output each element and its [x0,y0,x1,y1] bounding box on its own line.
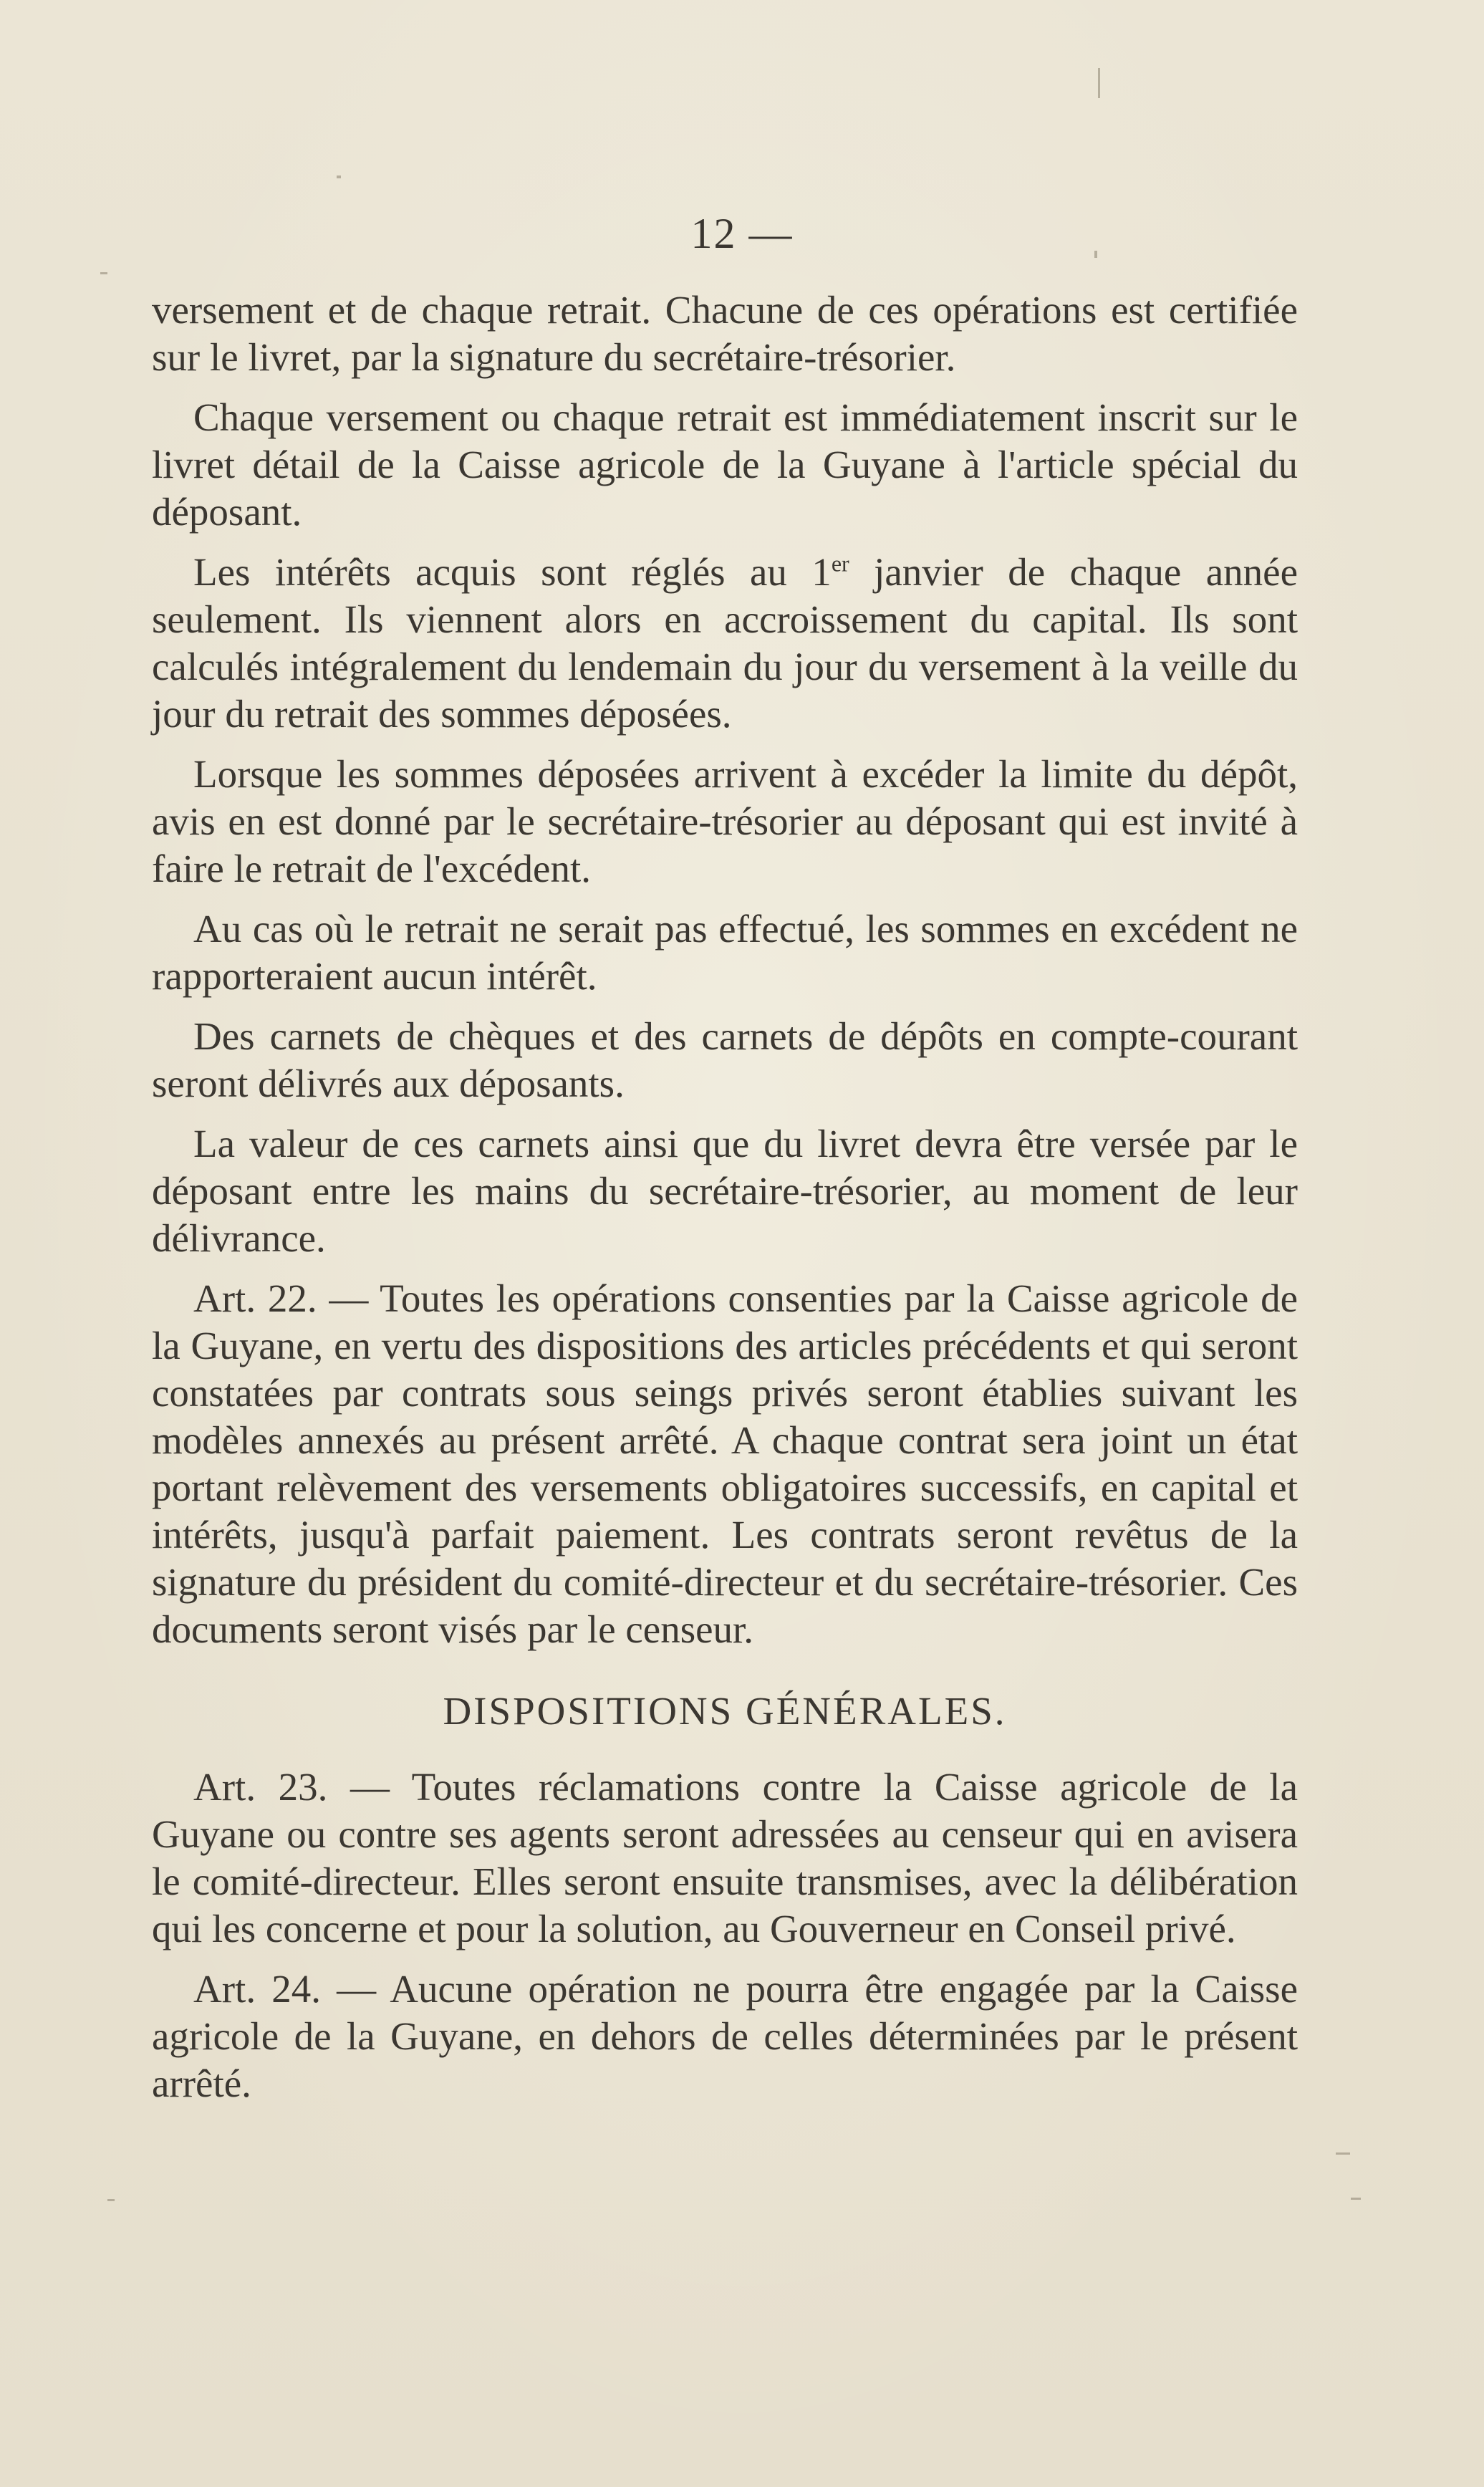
paper-mark [100,272,107,274]
paragraph: Des carnets de chèques et des carnets de dépôts en compte-courant seront délivrés aux déposants. [152,1014,1298,1105]
body-text [152,287,1298,2120]
paragraph: Au cas où le retrait ne serait pas effectué, les sommes en excédent ne rapporteraient aucun intérêt. [152,907,1298,998]
paragraph: La valeur de ces carnets ainsi que du livret devra être versée par le déposant entre les mains du secrétaire-trésorier, au moment de leur délivrance. [152,1122,1298,1260]
paper-mark [1336,2152,1350,2155]
section-heading: DISPOSITIONS GÉNÉRALES. [443,1689,1007,1733]
paragraph [152,549,1298,738]
paper-mark [1098,68,1100,98]
paper-mark [337,175,341,178]
superscript: er [831,550,849,577]
paragraph: versement et de chaque retrait. Chacune de ces opérations est certifiée sur le livret, par la signature du secrétaire-trésorier. [152,288,1298,379]
paper-mark [107,2199,115,2201]
paragraph: Chaque versement ou chaque retrait est immédiatement inscrit sur le livret détail de la Caisse agricole de la Guyane à l'article spécial du déposant. [152,395,1298,534]
paragraph-text: janvier de chaque année seulement. Ils viennent alors en accroissement du capital. Ils sont calculés intégralement du lendemain du jour du versement à la veille du jour du retrait des sommes déposées. [152,550,1298,736]
paper-mark [1351,2198,1361,2200]
paragraph: Lorsque les sommes déposées arrivent à excéder la limite du dépôt, avis en est donné par le secrétaire-trésorier au déposant qui est invité à faire le retrait de l'excédent. [152,752,1298,890]
article-23: Art. 23. — Toutes réclamations contre la Caisse agricole de la Guyane ou contre ses agents seront adressées au censeur qui en avisera le comité-directeur. Elles seront ensuite transmises, avec la délibération qui les concerne et pour la solution, au Gouverneur en Conseil privé. [152,1765,1298,1950]
article-24: Art. 24. — Aucune opération ne pourra être engagée par la Caisse agricole de la Guyane, en dehors de celles déterminées par le présent arrêté. [152,1967,1298,2105]
article-22: Art. 22. — Toutes les opérations consenties par la Caisse agricole de la Guyane, en vertu des dispositions des articles précédents et qui seront constatées par contrats sous seings privés seront établies suivant les modèles annexés au présent arrêté. A chaque contrat sera joint un état portant relèvement des versements obligatoires successifs, en capital et intérêts, jusqu'à parfait paiement. Les contrats seront revêtus de la signature du président du comité-directeur et du secrétaire-trésorier. Ces documents seront visés par le censeur. [152,1276,1298,1651]
paragraph-text: Les intérêts acquis sont réglés au 1 [193,550,832,594]
page-number: 12 — [690,210,794,257]
